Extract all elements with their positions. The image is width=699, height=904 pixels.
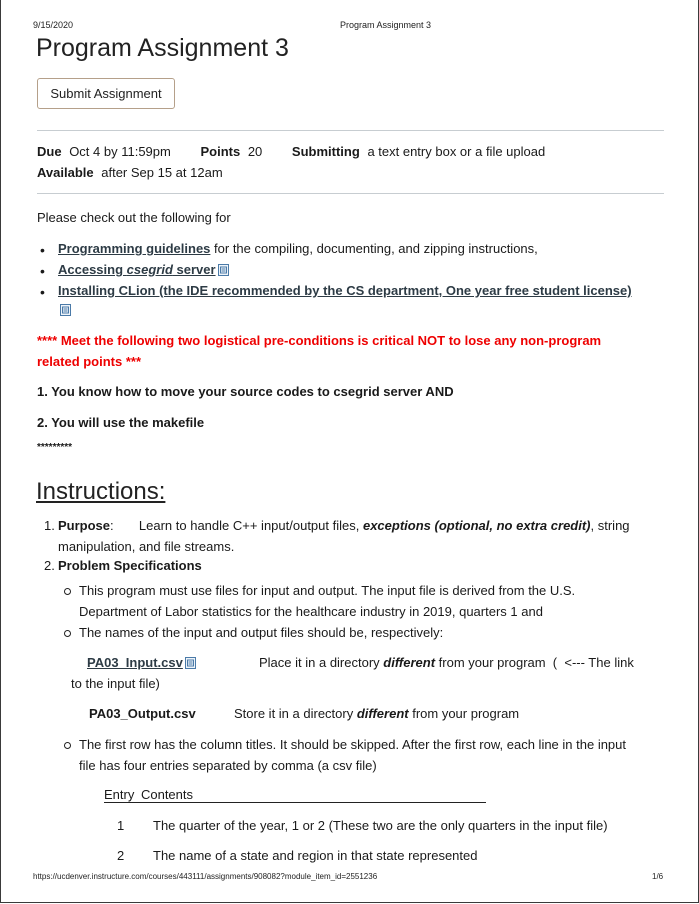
due-label: Due (37, 144, 62, 159)
footer-url: https://ucdenver.instructure.com/courses/443111/assignments/908082?module_item_id=2551236 (33, 872, 378, 881)
output-file-name: PA03_Output.csv (89, 706, 196, 721)
table-row-entry: 1 (117, 818, 125, 833)
points-label: Points (200, 144, 241, 159)
points-value: 20 (247, 144, 263, 159)
submitting-value: a text entry box or a file upload (367, 144, 546, 159)
text: from your program (408, 706, 520, 721)
bullet-circle (64, 630, 71, 637)
spec2: The names of the input and output files should be, respectively: (79, 625, 444, 640)
text-emphasis: different (356, 706, 409, 721)
separator-stars: ********* (37, 442, 73, 453)
precondition-1: 1. You know how to move your source codes to csegrid server AND (37, 384, 454, 399)
table-header-entry: Entry (104, 787, 135, 802)
print-header-title: Program Assignment 3 (340, 20, 432, 30)
spec1-line1: This program must use files for input and output. The input file is derived from the U.S. (79, 583, 576, 598)
divider (37, 193, 664, 194)
link-text: Accessing (58, 262, 127, 277)
assignment-details-row2 (37, 165, 223, 180)
spec1-line2: Department of Labor statistics for the healthcare industry in 2019, quarters 1 and (79, 604, 543, 619)
submitting-label: Submitting (291, 144, 360, 159)
bullet-dot: • (40, 263, 45, 279)
purpose-text: , string (590, 518, 630, 533)
text: Store it in a directory (234, 706, 357, 721)
table-row-contents: The quarter of the year, 1 or 2 (These two are the only quarters in the input file) (153, 818, 608, 833)
problem-number: 2. (44, 558, 55, 573)
purpose-text-line2: manipulation, and file streams. (58, 539, 235, 554)
input-file-description (259, 655, 634, 670)
purpose-label: Purpose (58, 518, 111, 533)
spec3-line2: file has four entries separated by comma (a csv file) (79, 758, 377, 773)
table-row-contents: The name of a state and region in that state represented (153, 848, 478, 863)
resource-item-text: for the compiling, documenting, and zipping instructions, (210, 241, 538, 256)
divider (37, 130, 664, 131)
purpose-text-emphasis: exceptions (optional, no extra credit) (362, 518, 591, 533)
table-header (104, 787, 193, 802)
purpose-text: : Learn to handle C++ input/output files, (110, 518, 363, 533)
bullet-circle (64, 588, 71, 595)
purpose-number: 1. (44, 518, 55, 533)
installing-clion-link[interactable]: Installing CLion (the IDE recommended by the CS department, One year free student license) (58, 283, 632, 298)
table-row-entry: 2 (117, 848, 125, 863)
resource-item-programming-guidelines (58, 241, 538, 256)
link-text: server (172, 262, 216, 277)
text: from your program ( <--- The link (435, 655, 634, 670)
purpose-item (58, 518, 630, 533)
resource-item-installing-clion (58, 283, 632, 298)
available-value: after Sep 15 at 12am (101, 165, 223, 180)
print-date: 9/15/2020 (33, 20, 74, 30)
document-preview-icon[interactable] (185, 657, 196, 669)
submit-assignment-button[interactable]: Submit Assignment (37, 78, 175, 109)
intro-text: Please check out the following for (37, 210, 231, 225)
bullet-dot: • (40, 242, 45, 258)
assignment-details-row1 (37, 144, 545, 159)
programming-guidelines-link[interactable]: Programming guidelines (58, 241, 211, 256)
instructions-heading: Instructions: (36, 478, 166, 505)
spec3-line1: The first row has the column titles. It should be skipped. After the first row, each line in the input (79, 737, 627, 752)
document-preview-icon[interactable] (60, 304, 71, 316)
input-file-description-line2: to the input file) (71, 676, 160, 691)
text: Place it in a directory (259, 655, 384, 670)
text-emphasis: different (383, 655, 436, 670)
warning-text-line1: **** Meet the following two logistical pre-conditions is critical NOT to lose any non-program (37, 333, 602, 348)
input-file-link[interactable]: PA03_Input.csv (87, 655, 183, 670)
input-file-item (87, 655, 196, 670)
accessing-csegrid-link[interactable] (58, 262, 216, 277)
bullet-circle (64, 742, 71, 749)
link-text-italic: csegrid (126, 262, 173, 277)
table-header-contents: Contents (140, 787, 194, 802)
warning-text-line2: related points *** (37, 354, 142, 369)
page-title: Program Assignment 3 (36, 34, 289, 62)
available-label: Available (37, 165, 94, 180)
document-preview-icon[interactable] (218, 264, 229, 276)
output-file-description (234, 706, 519, 721)
problem-specifications-label: Problem Specifications (58, 558, 202, 573)
bullet-dot: • (40, 284, 45, 300)
precondition-2: 2. You will use the makefile (37, 415, 205, 430)
table-header-underline (104, 802, 486, 803)
footer-page-number: 1/6 (652, 872, 664, 881)
resource-item-accessing-csegrid (58, 262, 229, 277)
due-value: Oct 4 by 11:59pm (69, 144, 171, 159)
